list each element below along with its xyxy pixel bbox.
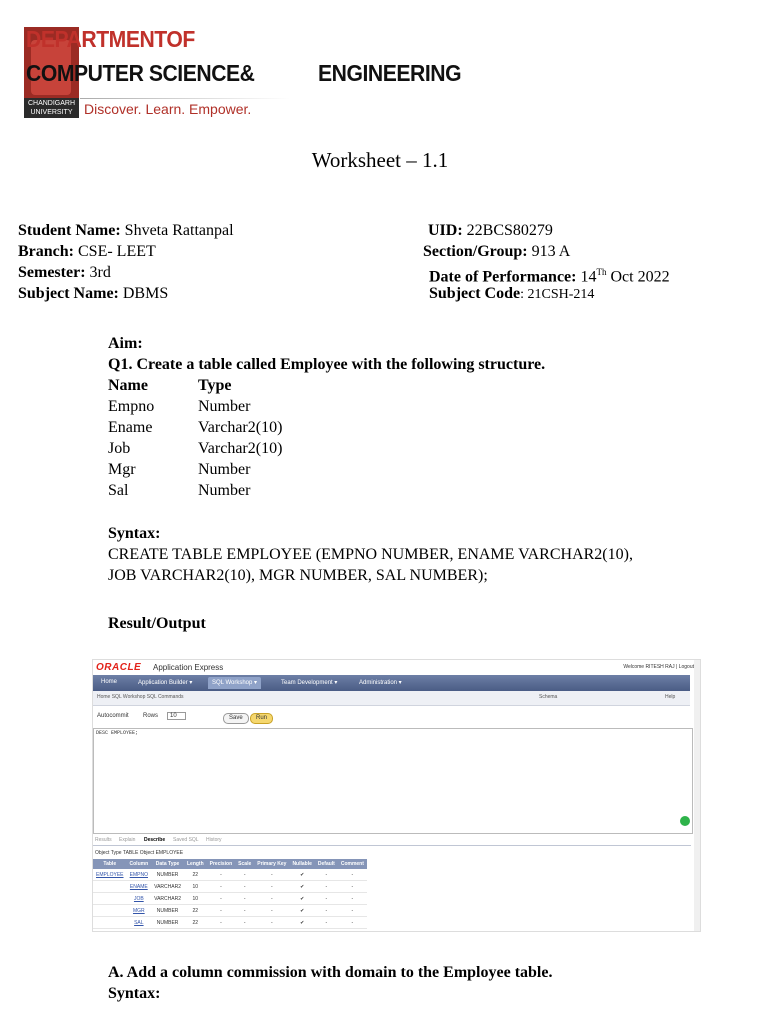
table-cell: 22	[184, 905, 207, 917]
tab-home: Home	[101, 679, 118, 685]
apex-breadcrumb	[93, 691, 690, 706]
table-cell	[93, 893, 127, 905]
table-cell: EMPNO	[127, 869, 152, 881]
result-tab-active: Describe	[144, 837, 166, 843]
section-group: Section/Group: 913 A	[423, 243, 571, 260]
table-cell: -	[235, 869, 254, 881]
table-cell: JOB	[127, 893, 152, 905]
question-a: A. Add a column commission with domain to the Employee table.	[108, 964, 553, 981]
table-cell: 22	[184, 917, 207, 929]
sql-editor-text: DESC EMPLOYEE;	[96, 730, 139, 736]
table-cell: -	[235, 893, 254, 905]
table-cell: ✔	[289, 881, 314, 893]
worksheet-title: Worksheet – 1.1	[311, 148, 449, 172]
autocommit-checkbox: Autocommit	[97, 713, 129, 719]
structure-row-name: Empno	[108, 398, 155, 415]
result-tab: Saved SQL	[173, 837, 199, 843]
structure-row-type: Number	[198, 398, 251, 415]
apex-toolbar	[93, 709, 690, 723]
column-header: Primary Key	[254, 859, 289, 869]
table-cell: VARCHAR2	[151, 881, 184, 893]
table-cell: -	[207, 905, 236, 917]
breadcrumb-text: Home SQL Workshop SQL Commands	[97, 694, 184, 700]
aim-label: Aim:	[108, 335, 143, 352]
table-cell: NUMBER	[151, 905, 184, 917]
date-of-performance: Date of Performance: 14Th Oct 2022	[429, 267, 670, 286]
rows-label: Rows	[143, 713, 159, 719]
department-line-3: ENGINEERING	[318, 60, 462, 86]
table-cell: 10	[184, 881, 207, 893]
department-line-2: COMPUTER SCIENCE&	[26, 60, 255, 86]
welcome-text: Welcome RITESH RAJ | Logout	[623, 664, 694, 670]
table-cell: -	[235, 917, 254, 929]
table-cell: -	[235, 905, 254, 917]
table-cell: -	[254, 917, 289, 929]
table-cell: VARCHAR2	[151, 893, 184, 905]
table-cell: SAL	[127, 917, 152, 929]
structure-row-name: Sal	[108, 482, 129, 499]
branch: Branch: CSE- LEET	[18, 243, 156, 260]
structure-header-type: Type	[198, 377, 232, 394]
column-header: Table	[93, 859, 127, 869]
column-header: Default	[315, 859, 338, 869]
table-cell: -	[315, 869, 338, 881]
column-header: Comment	[338, 859, 367, 869]
table-cell: -	[315, 905, 338, 917]
syntax-line-2: JOB VARCHAR2(10), MGR NUMBER, SAL NUMBER);	[108, 567, 488, 584]
structure-row-name: Mgr	[108, 461, 136, 478]
apex-screenshot	[92, 659, 701, 932]
table-cell: EMPLOYEE	[93, 869, 127, 881]
result-tab: Explain	[119, 837, 136, 843]
structure-row-type: Varchar2(10)	[198, 419, 283, 436]
tagline: Discover. Learn. Empower.	[84, 101, 252, 117]
oracle-logo: ORACLE	[96, 662, 142, 673]
table-cell: -	[235, 881, 254, 893]
column-header: Column	[127, 859, 152, 869]
tab-sql-workshop: SQL Workshop ▾	[208, 677, 261, 689]
table-cell: -	[338, 917, 367, 929]
subject-code: Subject Code: 21CSH-214	[429, 285, 595, 302]
apex-navbar	[93, 675, 690, 691]
describe-table	[93, 859, 367, 929]
result-label: Result/Output	[108, 615, 206, 632]
question-1: Q1. Create a table called Employee with the following structure.	[108, 356, 546, 373]
table-cell: -	[315, 881, 338, 893]
run-button: Run	[250, 713, 273, 724]
table-row	[93, 881, 367, 893]
table-cell: -	[338, 893, 367, 905]
schema-label: Schema	[539, 694, 558, 700]
table-cell: -	[338, 905, 367, 917]
table-cell: -	[254, 893, 289, 905]
table-cell: NUMBER	[151, 917, 184, 929]
table-cell: -	[315, 917, 338, 929]
table-row	[93, 869, 367, 881]
table-cell: ✔	[289, 905, 314, 917]
help-link: Help	[665, 694, 676, 700]
table-cell: 10	[184, 893, 207, 905]
structure-header-name: Name	[108, 377, 148, 394]
department-line-1: DEPARTMENTOF	[26, 26, 195, 52]
logo-university-name: CHANDIGARH UNIVERSITY	[24, 98, 79, 118]
structure-row-name: Job	[108, 440, 131, 457]
table-cell	[93, 905, 127, 917]
table-cell: ✔	[289, 917, 314, 929]
table-cell: -	[338, 881, 367, 893]
save-button: Save	[223, 713, 249, 724]
syntax-label-a: Syntax:	[108, 985, 161, 1002]
syntax-line-1: CREATE TABLE EMPLOYEE (EMPNO NUMBER, ENAME VARCHAR2(10),	[108, 546, 633, 563]
student-name: Student Name: Shveta Rattanpal	[18, 222, 234, 239]
syntax-label: Syntax:	[108, 525, 161, 542]
result-tab: Results	[95, 837, 112, 843]
table-row	[93, 893, 367, 905]
apex-header	[93, 660, 700, 676]
table-cell: -	[254, 881, 289, 893]
structure-row-type: Number	[198, 482, 251, 499]
tab-application-builder: Application Builder ▾	[138, 680, 193, 686]
table-cell: -	[207, 881, 236, 893]
table-cell: MGR	[127, 905, 152, 917]
result-tabs	[93, 835, 691, 846]
rows-select: 10	[167, 712, 186, 720]
column-header: Nullable	[289, 859, 314, 869]
apex-title: Application Express	[153, 663, 224, 672]
table-cell: -	[254, 869, 289, 881]
result-tab: History	[206, 837, 222, 843]
scrollbar	[694, 660, 700, 931]
table-cell: -	[338, 869, 367, 881]
table-cell: NUMBER	[151, 869, 184, 881]
tab-team-development: Team Development ▾	[281, 680, 338, 686]
sql-editor	[93, 728, 693, 834]
table-cell: 22	[184, 869, 207, 881]
header-divider	[80, 98, 290, 99]
semester: Semester: 3rd	[18, 264, 111, 281]
table-cell: -	[207, 893, 236, 905]
table-row	[93, 917, 367, 929]
structure-row-type: Varchar2(10)	[198, 440, 283, 457]
uid: UID: 22BCS80279	[428, 222, 553, 239]
status-dot-icon	[680, 816, 690, 826]
table-cell: -	[254, 905, 289, 917]
column-header: Scale	[235, 859, 254, 869]
table-cell	[93, 917, 127, 929]
table-cell	[93, 881, 127, 893]
table-header-row	[93, 859, 367, 869]
subject-name: Subject Name: DBMS	[18, 285, 169, 302]
table-cell: ✔	[289, 869, 314, 881]
table-cell: ENAME	[127, 881, 152, 893]
table-row	[93, 905, 367, 917]
structure-row-name: Ename	[108, 419, 153, 436]
column-header: Precision	[207, 859, 236, 869]
column-header: Length	[184, 859, 207, 869]
table-cell: -	[315, 893, 338, 905]
object-line: Object Type TABLE Object EMPLOYEE	[95, 850, 184, 856]
table-cell: -	[207, 869, 236, 881]
tab-administration: Administration ▾	[359, 680, 402, 686]
structure-row-type: Number	[198, 461, 251, 478]
table-cell: ✔	[289, 893, 314, 905]
column-header: Data Type	[151, 859, 184, 869]
table-cell: -	[207, 917, 236, 929]
